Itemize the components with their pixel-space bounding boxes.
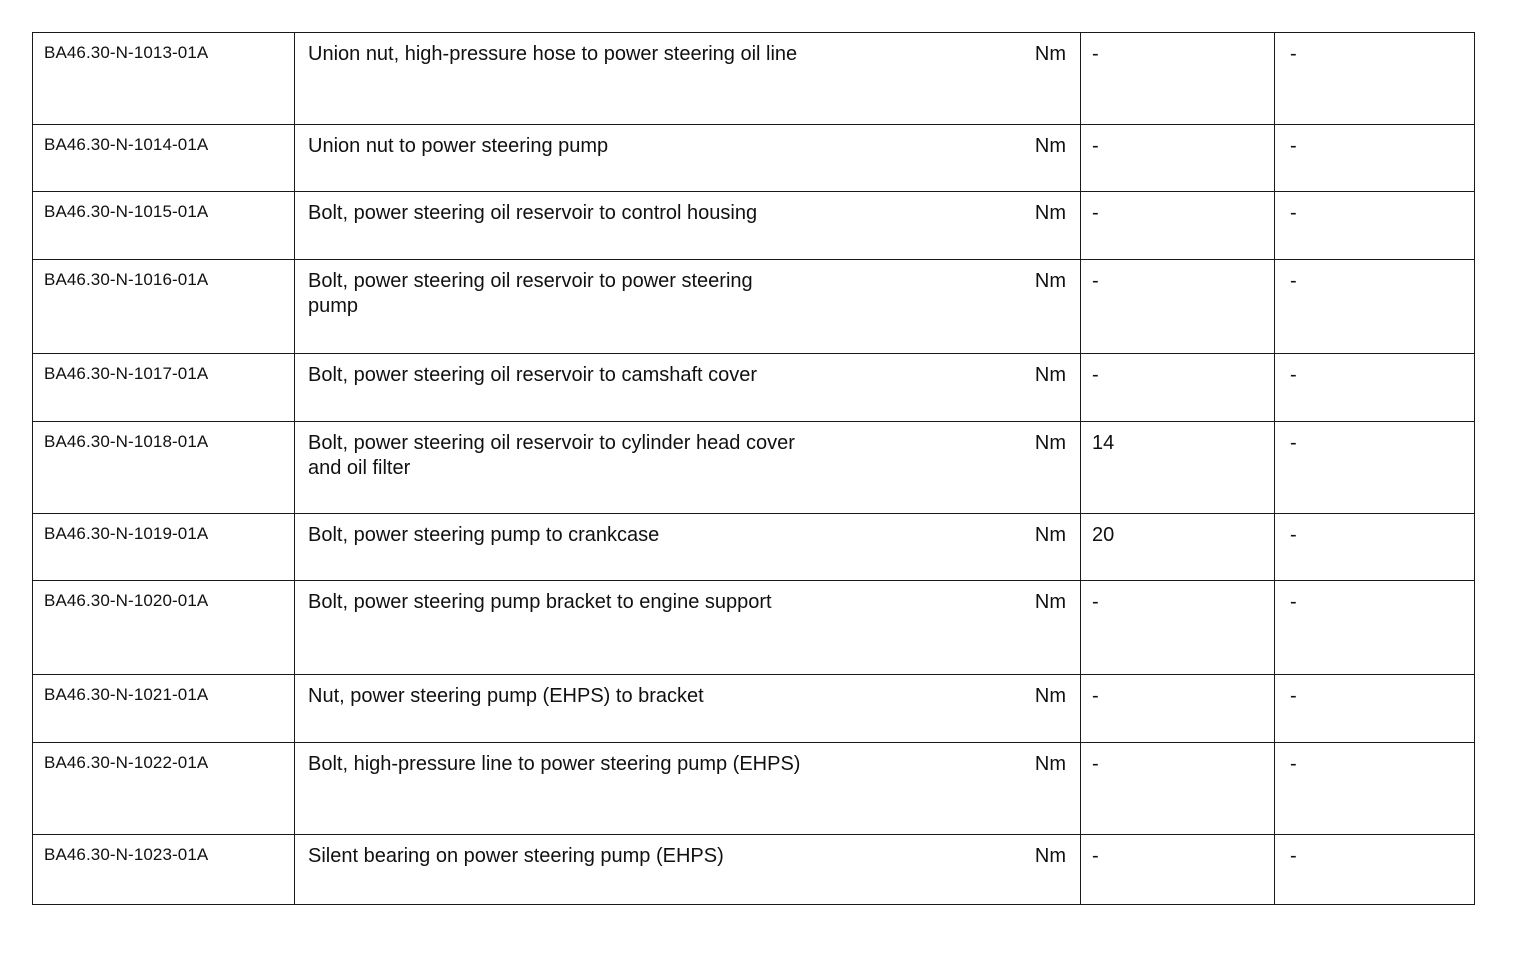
spec-code: BA46.30-N-1013-01A xyxy=(33,33,295,125)
spec-unit: Nm xyxy=(1034,753,1066,775)
description-cell xyxy=(295,354,1081,422)
spec-code: BA46.30-N-1019-01A xyxy=(33,514,295,581)
description-cell xyxy=(295,33,1081,125)
table-row xyxy=(33,581,1475,675)
spec-description: Bolt, power steering oil reservoir to control housing xyxy=(308,202,758,224)
description-cell xyxy=(295,125,1081,192)
spec-value-2: - xyxy=(1275,581,1475,675)
table-row xyxy=(33,354,1475,422)
spec-description: Bolt, power steering oil reservoir to cylinder head cover and oil filter xyxy=(308,432,795,479)
spec-unit: Nm xyxy=(1034,270,1066,292)
spec-unit: Nm xyxy=(1034,43,1066,65)
spec-code: BA46.30-N-1020-01A xyxy=(33,581,295,675)
spec-value-1: - xyxy=(1081,743,1275,835)
spec-unit: Nm xyxy=(1034,591,1066,613)
spec-value-1: - xyxy=(1081,581,1275,675)
spec-value-2: - xyxy=(1275,422,1475,514)
spec-value-1: - xyxy=(1081,354,1275,422)
table-row xyxy=(33,835,1475,905)
spec-description: Bolt, high-pressure line to power steering pump (EHPS) xyxy=(308,753,801,775)
spec-value-2: - xyxy=(1275,260,1475,354)
spec-code: BA46.30-N-1014-01A xyxy=(33,125,295,192)
table-row xyxy=(33,192,1475,260)
spec-description: Union nut to power steering pump xyxy=(308,135,609,157)
table-row xyxy=(33,422,1475,514)
description-cell xyxy=(295,192,1081,260)
spec-value-1: - xyxy=(1081,675,1275,743)
spec-code: BA46.30-N-1016-01A xyxy=(33,260,295,354)
table-row xyxy=(33,33,1475,125)
spec-code: BA46.30-N-1022-01A xyxy=(33,743,295,835)
spec-unit: Nm xyxy=(1034,202,1066,224)
spec-value-1: - xyxy=(1081,33,1275,125)
torque-spec-table xyxy=(32,32,1475,905)
spec-description: Union nut, high-pressure hose to power steering oil line xyxy=(308,43,798,65)
table-row xyxy=(33,260,1475,354)
spec-unit: Nm xyxy=(1034,845,1066,867)
spec-code: BA46.30-N-1023-01A xyxy=(33,835,295,905)
spec-code: BA46.30-N-1021-01A xyxy=(33,675,295,743)
description-cell xyxy=(295,422,1081,514)
table-row xyxy=(33,514,1475,581)
description-cell xyxy=(295,581,1081,675)
description-cell xyxy=(295,675,1081,743)
spec-unit: Nm xyxy=(1034,432,1066,454)
spec-value-2: - xyxy=(1275,675,1475,743)
spec-code: BA46.30-N-1017-01A xyxy=(33,354,295,422)
description-cell xyxy=(295,835,1081,905)
spec-unit: Nm xyxy=(1034,364,1066,386)
spec-description: Bolt, power steering oil reservoir to camshaft cover xyxy=(308,364,758,386)
spec-description: Silent bearing on power steering pump (EHPS) xyxy=(308,845,724,867)
description-cell xyxy=(295,743,1081,835)
spec-value-1: 14 xyxy=(1081,422,1275,514)
spec-description: Nut, power steering pump (EHPS) to bracket xyxy=(308,685,704,707)
description-cell xyxy=(295,514,1081,581)
spec-value-1: - xyxy=(1081,125,1275,192)
spec-value-2: - xyxy=(1275,514,1475,581)
spec-value-2: - xyxy=(1275,835,1475,905)
table-row xyxy=(33,125,1475,192)
spec-value-1: 20 xyxy=(1081,514,1275,581)
spec-value-2: - xyxy=(1275,192,1475,260)
spec-value-2: - xyxy=(1275,354,1475,422)
spec-value-1: - xyxy=(1081,260,1275,354)
spec-unit: Nm xyxy=(1034,524,1066,546)
spec-value-2: - xyxy=(1275,125,1475,192)
spec-description: Bolt, power steering oil reservoir to power steering pump xyxy=(308,270,753,317)
table-row xyxy=(33,675,1475,743)
spec-description: Bolt, power steering pump bracket to engine support xyxy=(308,591,772,613)
spec-unit: Nm xyxy=(1034,135,1066,157)
spec-code: BA46.30-N-1015-01A xyxy=(33,192,295,260)
table-row xyxy=(33,743,1475,835)
spec-value-1: - xyxy=(1081,192,1275,260)
spec-value-2: - xyxy=(1275,743,1475,835)
description-cell xyxy=(295,260,1081,354)
spec-code: BA46.30-N-1018-01A xyxy=(33,422,295,514)
spec-value-1: - xyxy=(1081,835,1275,905)
spec-value-2: - xyxy=(1275,33,1475,125)
spec-unit: Nm xyxy=(1034,685,1066,707)
spec-description: Bolt, power steering pump to crankcase xyxy=(308,524,660,546)
